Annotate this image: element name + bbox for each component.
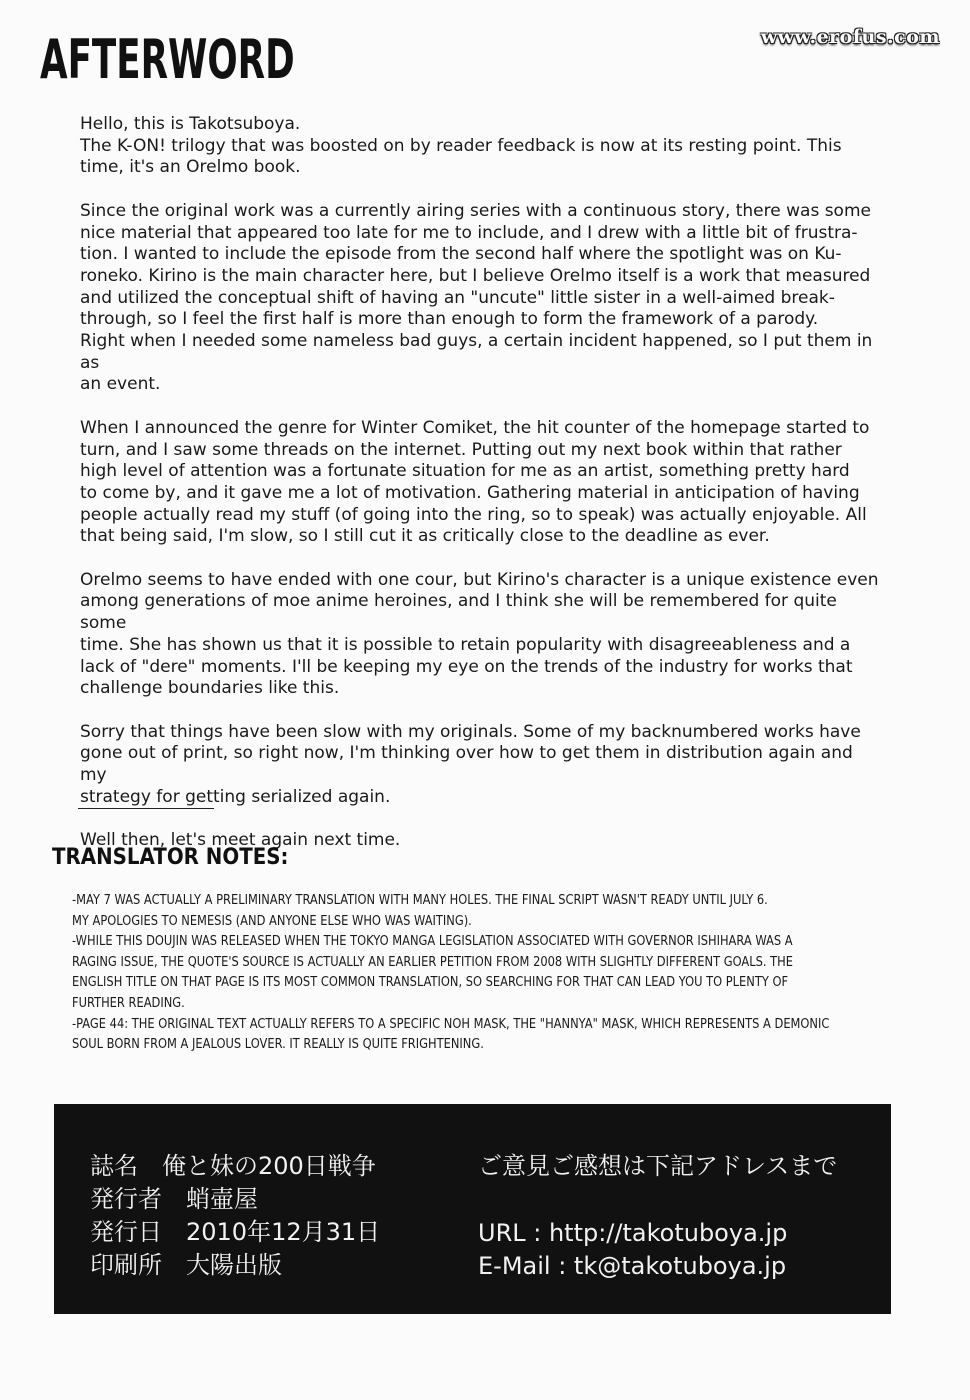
- paragraph: Orelmo seems to have ended with one cour, but Kirino's character is a unique existence even among generations of moe anime heroines, and I think she will be remembered for quite some time. She has shown us that it is possible to retain popularity with disagreeableness and a lack of "dere" moments. I'll be keeping my eye on the trends of the industry for works that challenge boundaries like this.: [80, 569, 879, 699]
- paragraph: Since the original work was a currently airing series with a continuous story, there was some nice material that appeared too late for me to include, and I drew with a little bit of frustra- tion. I wanted to include the episode from the second half where the spotlight was on Ku- roneko. Kirino is the main character here, but I believe Orelmo itself is a work that measured and utilized the conceptual shift of having an "uncute" little sister in a well-aimed break- through, so I feel the first half is more than enough to form the framework of a parody. Right when I needed some nameless bad guys, a certain incident happened, so I put them in as an event.: [80, 200, 873, 395]
- colophon-printer-line: 印刷所 大陽出版: [90, 1251, 282, 1279]
- colophon-details: [90, 1150, 380, 1282]
- colophon-contact: [478, 1150, 837, 1283]
- paragraph: Hello, this is Takotsuboya. The K-ON! trilogy that was boosted on by reader feedback is now at its resting point. This time, it's an Orelmo book.: [80, 114, 842, 178]
- contact-heading: ご意見ご感想は下記アドレスまで: [478, 1152, 838, 1180]
- note-item: -PAGE 44: THE ORIGINAL TEXT ACTUALLY REFERS TO A SPECIFIC NOH MASK, THE "HANNYA" MASK, WHICH REPRESENTS A DEMONIC SOUL BORN FROM A JEALOUS LOVER. IT REALLY IS QUITE FRIGHTENING.: [72, 1015, 830, 1053]
- colophon-date-line: 発行日 2010年12月31日: [90, 1218, 381, 1246]
- translator-notes: [72, 890, 920, 1055]
- afterword-body: [80, 114, 880, 874]
- contact-email: E-Mail : tk@takotuboya.jp: [478, 1252, 787, 1280]
- contact-url: URL : http://takotuboya.jp: [478, 1219, 788, 1247]
- colophon-title-line: 誌名 俺と妹の200日戦争: [90, 1152, 376, 1180]
- paragraph: When I announced the genre for Winter Comiket, the hit counter of the homepage started to turn, and I saw some threads on the internet. Putting out my next book within that rather high level of attention was a fortunate situation for me as an artist, something pretty hard to come by, and it gave me a lot of motivation. Gathering material in anticipation of having people actually read my stuff (of going into the ring, so to speak) was actually enjoyable. All that being said, I'm slow, so I still cut it as critically close to the deadline as ever.: [80, 417, 870, 547]
- colophon-publisher-line: 発行者 蛸壷屋: [90, 1185, 258, 1213]
- divider: [78, 808, 214, 809]
- note-item: -WHILE THIS DOUJIN WAS RELEASED WHEN THE TOKYO MANGA LEGISLATION ASSOCIATED WITH GOVERNOR ISHIHARA WAS A RAGING ISSUE, THE QUOTE'S SOURCE IS ACTUALLY AN EARLIER PETITION FROM 2008 WITH SLIGHTLY DIFFERENT GOALS. THE ENGLISH TITLE ON THAT PAGE IS ITS MOST COMMON TRANSLATION, SO SEARCHING FOR THAT CAN LEAD YOU TO PLENTY OF FURTHER READING.: [72, 933, 794, 1011]
- note-item: -MAY 7 WAS ACTUALLY A PRELIMINARY TRANSLATION WITH MANY HOLES. THE FINAL SCRIPT WASN'T READY UNTIL JULY 6. MY APOLOGIES TO NEMESIS (AND ANYONE ELSE WHO WAS WAITING).: [72, 892, 768, 929]
- site-watermark: www.erofus.com: [760, 26, 940, 48]
- page-title: AFTERWORD: [40, 28, 295, 91]
- paragraph: Well then, let's meet again next time.: [80, 830, 401, 851]
- paragraph: Sorry that things have been slow with my originals. Some of my backnumbered works have gone out of print, so right now, I'm thinking over how to get them in distribution again and my strategy for getting serialized again.: [80, 721, 861, 807]
- colophon-box: [54, 1104, 891, 1314]
- translator-notes-heading: TRANSLATOR NOTES:: [52, 845, 289, 870]
